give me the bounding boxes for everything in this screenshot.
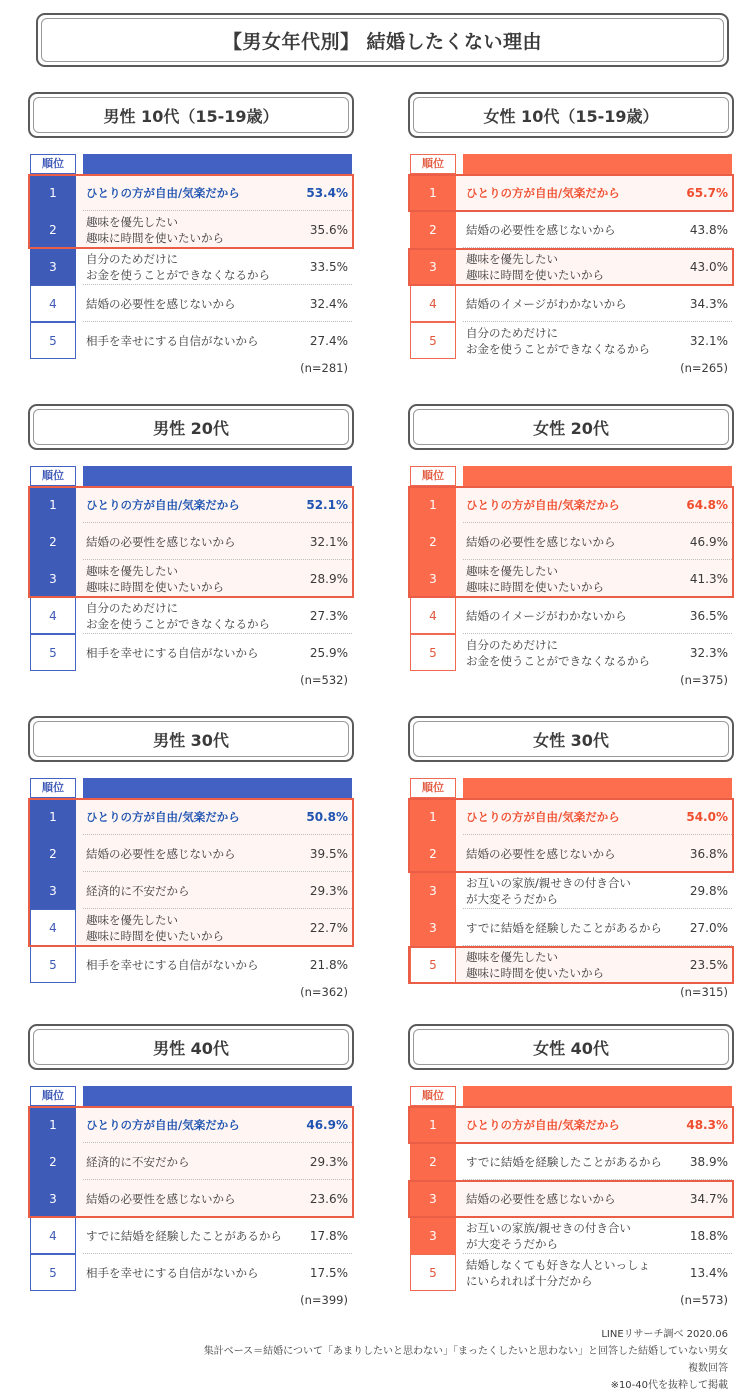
rank-cell: 5: [30, 946, 76, 983]
table-row: [30, 634, 352, 671]
percent-value: 65.7%: [686, 185, 728, 200]
percent-value: 28.9%: [309, 571, 348, 586]
rank-cell: 1: [410, 1106, 456, 1143]
rank-cell: 4: [30, 1217, 76, 1254]
rank-cell: 1: [410, 798, 456, 835]
percent-value: 25.9%: [309, 645, 348, 660]
percent-value: 23.6%: [309, 1191, 348, 1206]
percent-value: 32.1%: [309, 534, 348, 549]
block-title-text: 男性 20代: [153, 418, 229, 438]
table-row: [30, 835, 352, 872]
rank-header: 順位: [410, 778, 456, 798]
rank-header: 順位: [410, 1086, 456, 1106]
table-header: [30, 466, 352, 486]
rank-header: 順位: [410, 154, 456, 174]
reason-text: ひとりの方が自由/気楽だから: [86, 497, 240, 512]
table-row: [30, 523, 352, 560]
block-title-text: 男性 30代: [153, 730, 229, 750]
percent-value: 23.5%: [689, 957, 728, 972]
rank-cell: 5: [30, 322, 76, 359]
table-row: [30, 322, 352, 359]
male-block-title: [28, 1024, 354, 1070]
percent-value: 34.7%: [689, 1191, 728, 1206]
percent-value: 33.5%: [309, 259, 348, 274]
rank-cell: 5: [410, 1254, 456, 1291]
female-block-title: [408, 92, 734, 138]
percent-value: 39.5%: [309, 846, 348, 861]
rank-cell: 5: [410, 634, 456, 671]
percent-value: 41.3%: [689, 571, 728, 586]
table-header: [30, 1086, 352, 1106]
rank-header: 順位: [30, 1086, 76, 1106]
rank-cell: 1: [30, 486, 76, 523]
rank-cell: 1: [30, 798, 76, 835]
percent-value: 21.8%: [309, 957, 348, 972]
reason-text: 趣味を優先したい 趣味に時間を使いたいから: [466, 251, 604, 282]
table-header: [410, 154, 732, 174]
block-title-text: 女性 30代: [533, 730, 609, 750]
percent-value: 36.5%: [689, 608, 728, 623]
header-bar: [83, 466, 352, 486]
male-block-title: [28, 716, 354, 762]
rank-cell: 4: [30, 909, 76, 946]
rank-header: 順位: [30, 154, 76, 174]
reason-text: 相手を幸せにする自信がないから: [86, 645, 259, 660]
table-row: [410, 248, 732, 285]
rank-cell: 2: [30, 523, 76, 560]
percent-value: 22.7%: [309, 920, 348, 935]
reason-text: ひとりの方が自由/気楽だから: [466, 497, 620, 512]
rank-cell: 2: [410, 835, 456, 872]
female-ranking-table: [410, 1086, 732, 1331]
female-ranking-table: [410, 466, 732, 711]
rank-cell: 3: [30, 248, 76, 285]
percent-value: 18.8%: [689, 1228, 728, 1243]
sample-size: (n=265): [680, 361, 728, 375]
table-row: [410, 1180, 732, 1217]
table-row: [410, 560, 732, 597]
percent-value: 48.3%: [686, 1117, 728, 1132]
header-bar: [83, 778, 352, 798]
reason-text: 相手を幸せにする自信がないから: [86, 333, 259, 348]
table-row: [30, 560, 352, 597]
rank-cell: 2: [30, 211, 76, 248]
percent-value: 29.8%: [689, 883, 728, 898]
percent-value: 29.3%: [309, 1154, 348, 1169]
percent-value: 34.3%: [689, 296, 728, 311]
reason-text: ひとりの方が自由/気楽だから: [466, 185, 620, 200]
table-row: [30, 909, 352, 946]
table-row: [410, 634, 732, 671]
table-row: [410, 946, 732, 983]
rank-cell: 3: [30, 1180, 76, 1217]
table-row: [30, 872, 352, 909]
block-title-text: 女性 10代（15-19歳）: [483, 106, 659, 126]
female-block-title: [408, 404, 734, 450]
rank-cell: 1: [30, 1106, 76, 1143]
percent-value: 32.4%: [309, 296, 348, 311]
table-row: [30, 174, 352, 211]
reason-text: 趣味を優先したい 趣味に時間を使いたいから: [466, 563, 604, 594]
female-ranking-table: [410, 154, 732, 399]
percent-value: 53.4%: [306, 185, 348, 200]
header-bar: [463, 466, 732, 486]
block-title-text: 男性 10代（15-19歳）: [103, 106, 279, 126]
footer: [128, 1326, 728, 1393]
percent-value: 29.3%: [309, 883, 348, 898]
table-row: [410, 211, 732, 248]
rank-cell: 4: [410, 597, 456, 634]
reason-text: 結婚の必要性を感じないから: [466, 534, 616, 549]
sample-size: (n=315): [680, 985, 728, 999]
reason-text: 結婚の必要性を感じないから: [86, 534, 236, 549]
table-row: [30, 1106, 352, 1143]
rank-header: 順位: [30, 466, 76, 486]
male-ranking-table: [30, 1086, 352, 1331]
table-row: [410, 872, 732, 909]
block-title-text: 女性 40代: [533, 1038, 609, 1058]
table-header: [410, 778, 732, 798]
female-ranking-table: [410, 778, 732, 1023]
rank-cell: 2: [410, 1143, 456, 1180]
table-row: [410, 798, 732, 835]
sample-size: (n=399): [300, 1293, 348, 1307]
rank-cell: 2: [30, 835, 76, 872]
percent-value: 27.4%: [309, 333, 348, 348]
block-title-text: 女性 20代: [533, 418, 609, 438]
rank-cell: 2: [410, 211, 456, 248]
table-row: [30, 946, 352, 983]
reason-text: 相手を幸せにする自信がないから: [86, 1265, 259, 1280]
reason-text: 結婚のイメージがわかないから: [466, 608, 627, 623]
sample-size: (n=532): [300, 673, 348, 687]
table-header: [30, 778, 352, 798]
rank-cell: 1: [410, 174, 456, 211]
reason-text: ひとりの方が自由/気楽だから: [466, 809, 620, 824]
reason-text: お互いの家族/親せきの付き合い が大変そうだから: [466, 1220, 631, 1251]
percent-value: 46.9%: [306, 1117, 348, 1132]
rank-cell: 1: [30, 174, 76, 211]
percent-value: 27.0%: [689, 920, 728, 935]
percent-value: 43.8%: [689, 222, 728, 237]
table-row: [30, 798, 352, 835]
table-row: [410, 285, 732, 322]
rank-cell: 3: [30, 872, 76, 909]
male-ranking-table: [30, 154, 352, 399]
rank-cell: 3: [410, 248, 456, 285]
table-row: [410, 523, 732, 560]
header-bar: [83, 1086, 352, 1106]
rank-cell: 2: [30, 1143, 76, 1180]
rank-cell: 5: [30, 1254, 76, 1291]
reason-text: すでに結婚を経験したことがあるから: [466, 920, 662, 935]
reason-text: ひとりの方が自由/気楽だから: [466, 1117, 620, 1132]
percent-value: 54.0%: [686, 809, 728, 824]
reason-text: 経済的に不安だから: [86, 1154, 190, 1169]
reason-text: 経済的に不安だから: [86, 883, 190, 898]
reason-text: 結婚の必要性を感じないから: [86, 846, 236, 861]
block-title-text: 男性 40代: [153, 1038, 229, 1058]
reason-text: ひとりの方が自由/気楽だから: [86, 809, 240, 824]
reason-text: お互いの家族/親せきの付き合い が大変そうだから: [466, 875, 631, 906]
reason-text: ひとりの方が自由/気楽だから: [86, 185, 240, 200]
percent-value: 50.8%: [306, 809, 348, 824]
percent-value: 46.9%: [689, 534, 728, 549]
percent-value: 32.1%: [689, 333, 728, 348]
rank-cell: 2: [410, 523, 456, 560]
header-bar: [463, 1086, 732, 1106]
base-note: 集計ベース＝結婚について「あまりしたいと思わない」「まったくしたいと思わない」と回答した結婚していない男女: [203, 1346, 728, 1357]
sample-size: (n=375): [680, 673, 728, 687]
rank-cell: 3: [410, 872, 456, 909]
reason-text: すでに結婚を経験したことがあるから: [86, 1228, 282, 1243]
reason-text: 自分のためだけに お金を使うことができなくなるから: [466, 325, 650, 356]
percent-value: 36.8%: [689, 846, 728, 861]
rank-cell: 4: [30, 597, 76, 634]
sample-size: (n=362): [300, 985, 348, 999]
sample-size: (n=281): [300, 361, 348, 375]
reason-text: 自分のためだけに お金を使うことができなくなるから: [466, 637, 650, 668]
table-row: [410, 174, 732, 211]
rank-cell: 3: [410, 1217, 456, 1254]
table-row: [30, 1143, 352, 1180]
rank-cell: 3: [410, 909, 456, 946]
header-bar: [83, 154, 352, 174]
reason-text: すでに結婚を経験したことがあるから: [466, 1154, 662, 1169]
female-block-title: [408, 716, 734, 762]
rank-cell: 4: [30, 285, 76, 322]
table-row: [410, 597, 732, 634]
rank-cell: 3: [410, 560, 456, 597]
table-row: [30, 1180, 352, 1217]
table-header: [410, 466, 732, 486]
percent-value: 64.8%: [686, 497, 728, 512]
male-ranking-table: [30, 778, 352, 1023]
percent-value: 17.8%: [309, 1228, 348, 1243]
rank-cell: 5: [410, 322, 456, 359]
reason-text: 結婚の必要性を感じないから: [86, 296, 236, 311]
table-row: [30, 248, 352, 285]
percent-value: 38.9%: [689, 1154, 728, 1169]
table-row: [410, 1217, 732, 1254]
table-row: [410, 835, 732, 872]
male-block-title: [28, 92, 354, 138]
percent-value: 32.3%: [689, 645, 728, 660]
rank-cell: 1: [410, 486, 456, 523]
percent-value: 27.3%: [309, 608, 348, 623]
table-row: [30, 486, 352, 523]
header-bar: [463, 154, 732, 174]
reason-text: 相手を幸せにする自信がないから: [86, 957, 259, 972]
male-ranking-table: [30, 466, 352, 711]
rank-cell: 5: [410, 946, 456, 983]
percent-value: 13.4%: [689, 1265, 728, 1280]
percent-value: 52.1%: [306, 497, 348, 512]
sample-size: (n=573): [680, 1293, 728, 1307]
reason-text: 自分のためだけに お金を使うことができなくなるから: [86, 600, 270, 631]
percent-value: 43.0%: [689, 259, 728, 274]
reason-text: ひとりの方が自由/気楽だから: [86, 1117, 240, 1132]
table-row: [410, 322, 732, 359]
table-row: [410, 909, 732, 946]
reason-text: 趣味を優先したい 趣味に時間を使いたいから: [86, 214, 224, 245]
rank-cell: 3: [30, 560, 76, 597]
male-block-title: [28, 404, 354, 450]
reason-text: 結婚のイメージがわかないから: [466, 296, 627, 311]
header-bar: [463, 778, 732, 798]
excerpt-note: ※10-40代を抜粋して掲載: [610, 1380, 728, 1391]
rank-header: 順位: [30, 778, 76, 798]
rank-header: 順位: [410, 466, 456, 486]
table-row: [30, 1254, 352, 1291]
reason-text: 結婚の必要性を感じないから: [86, 1191, 236, 1206]
rank-cell: 3: [410, 1180, 456, 1217]
female-block-title: [408, 1024, 734, 1070]
table-header: [30, 154, 352, 174]
table-row: [410, 486, 732, 523]
table-row: [30, 285, 352, 322]
reason-text: 趣味を優先したい 趣味に時間を使いたいから: [466, 949, 604, 980]
reason-text: 結婚の必要性を感じないから: [466, 222, 616, 237]
rank-cell: 5: [30, 634, 76, 671]
table-row: [30, 1217, 352, 1254]
reason-text: 結婚しなくても好きな人といっしょ にいられれば十分だから: [466, 1257, 650, 1288]
multi-answer-note: 複数回答: [688, 1363, 728, 1374]
reason-text: 趣味を優先したい 趣味に時間を使いたいから: [86, 912, 224, 943]
table-row: [410, 1106, 732, 1143]
table-header: [410, 1086, 732, 1106]
table-row: [410, 1254, 732, 1291]
rank-cell: 4: [410, 285, 456, 322]
reason-text: 結婚の必要性を感じないから: [466, 1191, 616, 1206]
page-title: 【男女年代別】 結婚したくない理由: [36, 13, 729, 67]
reason-text: 自分のためだけに お金を使うことができなくなるから: [86, 251, 270, 282]
table-row: [30, 211, 352, 248]
table-row: [30, 597, 352, 634]
reason-text: 結婚の必要性を感じないから: [466, 846, 616, 861]
percent-value: 35.6%: [309, 222, 348, 237]
table-row: [410, 1143, 732, 1180]
source-note: LINEリサーチ調べ 2020.06: [601, 1329, 728, 1340]
percent-value: 17.5%: [309, 1265, 348, 1280]
reason-text: 趣味を優先したい 趣味に時間を使いたいから: [86, 563, 224, 594]
